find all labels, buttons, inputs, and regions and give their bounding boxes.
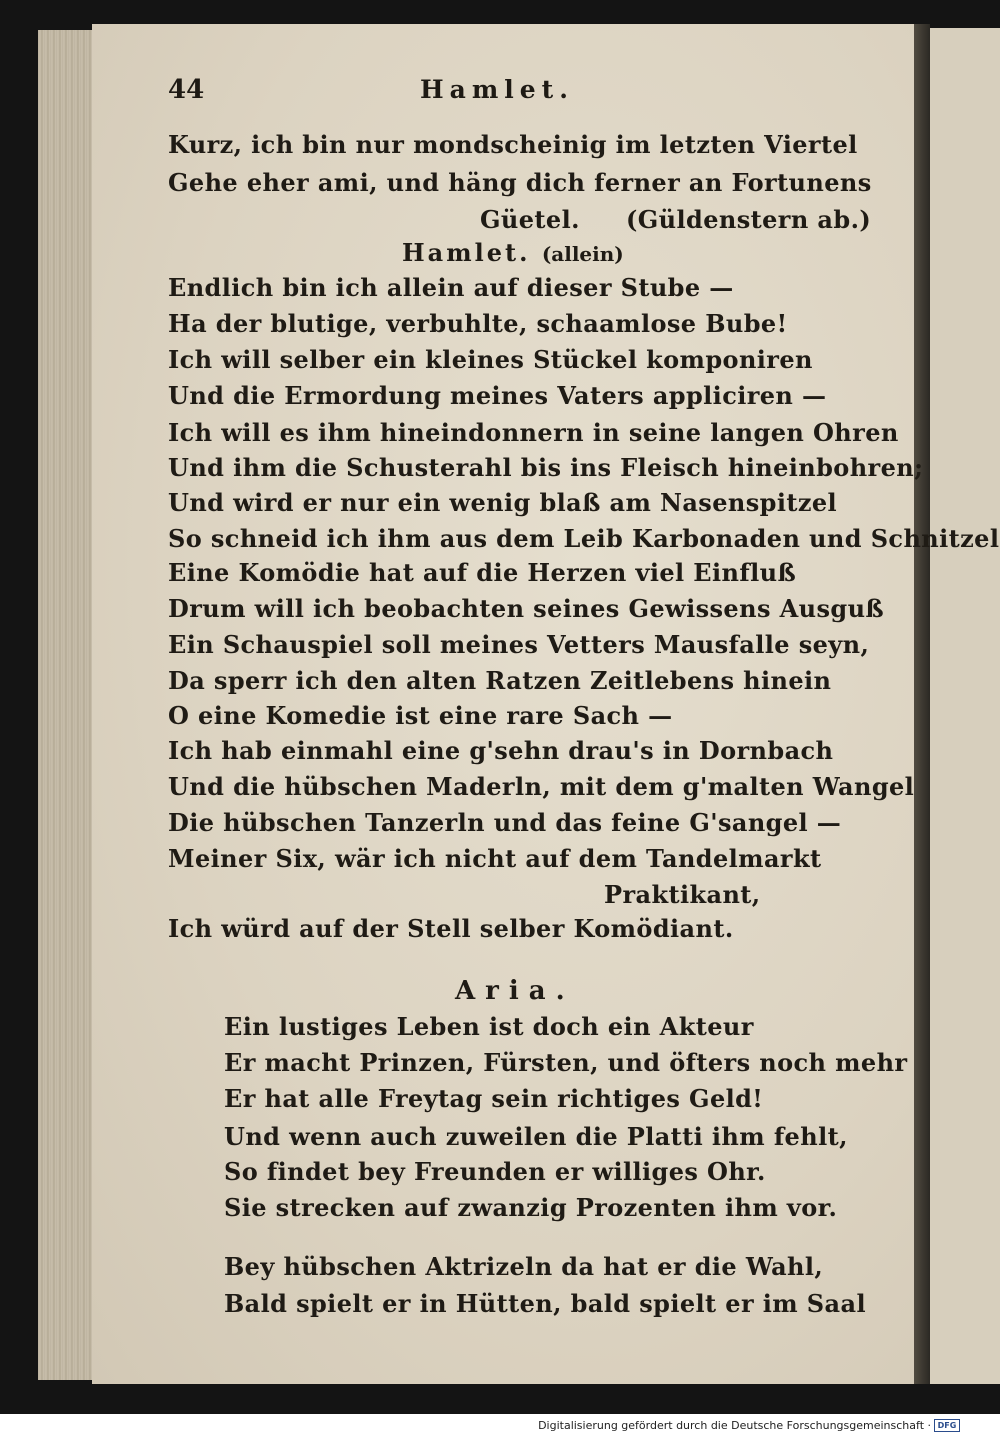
verse-line: Ha der blutige, verbuhlte, schaamlose Bube!: [168, 309, 788, 338]
dfg-logo-icon: DFG: [934, 1419, 960, 1432]
verse-line: Eine Komödie hat auf die Herzen viel Einfluß: [168, 558, 797, 587]
speaker-heading: [402, 238, 624, 267]
credit-text: Digitalisierung gefördert durch die Deutsche Forschungsgemeinschaft ·: [538, 1419, 931, 1432]
verse-line: Und ihm die Schusterahl bis ins Fleisch hineinbohren;: [168, 453, 924, 482]
aria-line: Ein lustiges Leben ist doch ein Akteur: [224, 1012, 754, 1041]
verse-line: Ein Schauspiel soll meines Vetters Mausfalle seyn,: [168, 630, 870, 659]
page-edges: [38, 30, 96, 1380]
verse-line: Ich würd auf der Stell selber Komödiant.: [168, 914, 734, 943]
verse-line: Und die Ermordung meines Vaters appliciren —: [168, 381, 827, 410]
aria-line: Bey hübschen Aktrizeln da hat er die Wahl,: [224, 1252, 824, 1281]
stage-direction: (Güldenstern ab.): [626, 205, 872, 234]
speech-line: Gehe eher ami, und häng dich ferner an Fortunens: [168, 168, 872, 197]
verse-line: Da sperr ich den alten Ratzen Zeitlebens hinein: [168, 666, 832, 695]
running-head: Hamlet.: [420, 75, 574, 104]
verse-runover: Praktikant,: [604, 880, 761, 909]
aria-line: Er hat alle Freytag sein richtiges Geld!: [224, 1084, 764, 1113]
verse-line: Ich will es ihm hineindonnern in seine langen Ohren: [168, 418, 899, 447]
aria-line: Sie strecken auf zwanzig Prozenten ihm vor.: [224, 1193, 838, 1222]
aria-line: Und wenn auch zuweilen die Platti ihm fehlt,: [224, 1122, 848, 1151]
facing-page-edge: [930, 28, 1000, 1384]
verse-line: Meiner Six, wär ich nicht auf dem Tandelmarkt: [168, 844, 822, 873]
aria-title: Aria.: [455, 976, 575, 1006]
speaker-name: Hamlet.: [402, 238, 531, 267]
verse-line: So schneid ich ihm aus dem Leib Karbonaden und Schnitzel: [168, 524, 1000, 553]
verse-line: O eine Komedie ist eine rare Sach —: [168, 701, 673, 730]
speaker-direction: (allein): [541, 242, 624, 266]
aria-line: Er macht Prinzen, Fürsten, und öfters noch mehr: [224, 1048, 908, 1077]
aria-line: Bald spielt er in Hütten, bald spielt er im Saal: [224, 1289, 866, 1318]
aria-line: So findet bey Freunden er williges Ohr.: [224, 1157, 766, 1186]
verse-line: Und die hübschen Maderln, mit dem g'malten Wangel: [168, 772, 915, 801]
speech-line: Kurz, ich bin nur mondscheinig im letzten Viertel: [168, 130, 858, 159]
verse-line: Ich hab einmahl eine g'sehn drau's in Dornbach: [168, 736, 834, 765]
page-number: 44: [168, 75, 205, 105]
speech-runover: Güetel.: [480, 205, 580, 234]
verse-line: Die hübschen Tanzerln und das feine G'sangel —: [168, 808, 842, 837]
verse-line: Und wird er nur ein wenig blaß am Nasenspitzel: [168, 488, 838, 517]
verse-line: Ich will selber ein kleines Stückel komponiren: [168, 345, 813, 374]
digitization-credit: [538, 1419, 960, 1432]
verse-line: Drum will ich beobachten seines Gewissens Ausguß: [168, 594, 885, 623]
verse-line: Endlich bin ich allein auf dieser Stube —: [168, 273, 734, 302]
